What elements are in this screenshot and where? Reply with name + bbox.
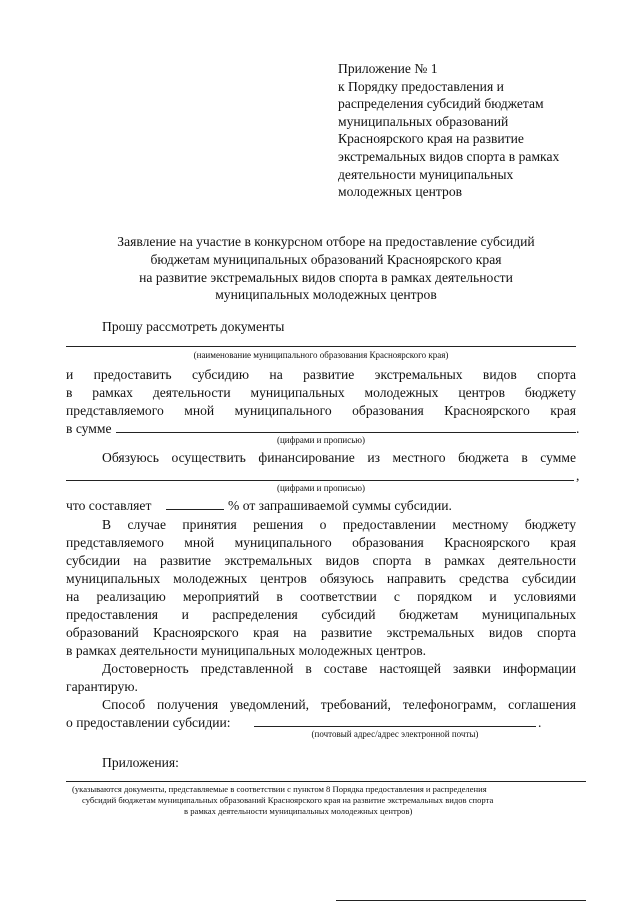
para4-line: Способ получения уведомлений, требований, телефонограмм, соглашения: [102, 697, 576, 712]
comma: ,: [576, 468, 580, 483]
title-line: муниципальных молодежных центров: [215, 287, 437, 303]
appendix-line: деятельности муниципальных: [338, 166, 514, 182]
sum-label: в сумме: [66, 421, 112, 436]
percent-field[interactable]: [166, 509, 224, 510]
para1-line: в рамках деятельности муниципальных молодежных центров бюджету: [66, 385, 576, 400]
appendix-line: распределения субсидий бюджетам: [338, 96, 544, 112]
para3-line: гарантирую.: [66, 679, 138, 694]
title-line: бюджетам муниципальных образований Красноярского края: [150, 251, 502, 267]
title-line: на развитие экстремальных видов спорта в рамках деятельности: [139, 269, 513, 285]
appendix-line: к Порядку предоставления и: [338, 78, 504, 94]
para2-last-line: в рамках деятельности муниципальных молодежных центров.: [66, 643, 427, 658]
para2-line: на реализацию мероприятий в соответствии с порядком и условиями: [66, 589, 576, 604]
para2-line: предоставления и распределения субсидий бюджетам муниципальных: [66, 607, 576, 622]
para2-line: образований Красноярского края на развитие экстремальных видов спорта: [66, 625, 576, 640]
appendix-line: Красноярского края на развитие: [338, 131, 524, 147]
para1-line: и предоставить субсидию на развитие экстремальных видов спорта: [66, 367, 576, 382]
appendix-line: муниципальных образований: [338, 113, 509, 129]
attachments-field[interactable]: [66, 781, 586, 782]
appendix-line: Приложение № 1: [338, 61, 438, 76]
percent-suffix: % от запрашиваемой суммы субсидии.: [228, 498, 452, 513]
document-title: [66, 233, 586, 304]
para2-line: В случае принятия решения о предоставлении местному бюджету: [102, 517, 576, 532]
para4-end: .: [538, 715, 542, 730]
sum-caption: (цифрами и прописью): [276, 435, 366, 445]
local-budget-field[interactable]: [66, 480, 574, 481]
para2-line: представляемого мной муниципального образования Красноярского края: [66, 535, 576, 550]
municipality-field[interactable]: [66, 346, 576, 347]
signature-line: [336, 900, 586, 901]
request-text: Прошу рассмотреть документы: [102, 319, 285, 334]
attachments-label: Приложения:: [102, 755, 179, 770]
address-caption: (почтовый адрес/адрес электронной почты): [311, 729, 479, 739]
sum-field[interactable]: [116, 432, 576, 433]
appendix-line: экстремальных видов спорта в рамках: [338, 148, 560, 164]
appendix-header: [338, 60, 608, 201]
sum-end: .: [576, 421, 580, 436]
municipality-caption: (наименование муниципального образования Красноярского края): [193, 350, 449, 360]
para1-line: представляемого мной муниципального образования Красноярского края: [66, 403, 576, 418]
address-field[interactable]: [254, 726, 536, 727]
attachments-note-line: в рамках деятельности муниципальных молодежных центров): [184, 806, 413, 816]
para3-line: Достоверность представленной в составе настоящей заявки информации: [102, 661, 576, 676]
local-budget-caption: (цифрами и прописью): [276, 483, 366, 493]
para2-line: муниципальных молодежных центров обязуюсь направить средства субсидии: [66, 571, 576, 586]
attachments-note-line: субсидий бюджетам муниципальных образований Красноярского края на развитие экстремальных видов спорта: [82, 795, 494, 805]
percent-prefix: что составляет: [66, 498, 152, 513]
attachments-note-line: (указываются документы, представляемые в соответствии с пунктом 8 Порядка предоставления и распределения: [72, 784, 487, 794]
appendix-line: молодежных центров: [338, 184, 463, 200]
title-line: Заявление на участие в конкурсном отборе на предоставление субсидий: [117, 234, 535, 249]
para2-line: субсидии на развитие экстремальных видов спорта в рамках деятельности: [66, 553, 576, 568]
commit-text: Обязуюсь осуществить финансирование из местного бюджета в сумме: [102, 450, 576, 465]
para4-label: о предоставлении субсидии:: [66, 715, 231, 730]
